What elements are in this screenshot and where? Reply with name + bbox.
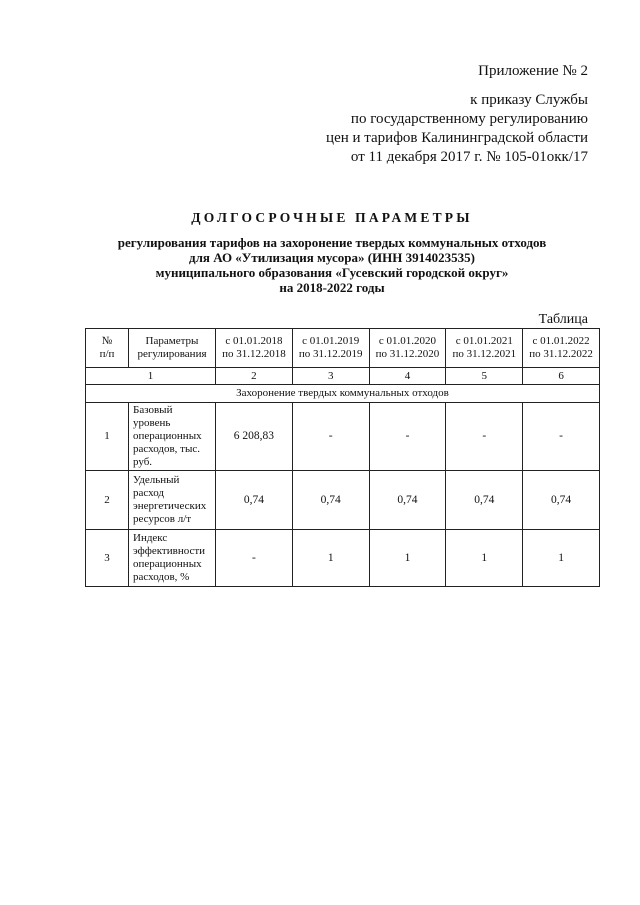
period-start: с 01.01.2019 [302,335,360,347]
parameters-table [85,328,600,587]
appendix-title: Приложение № 2 [478,63,588,79]
header-num-line: п/п [99,348,115,360]
row-value: 0,74 [523,471,600,530]
section-title: Захоронение твердых коммунальных отходов [86,385,600,403]
row-param-line: ресурсов л/т [133,513,192,525]
row-param-line: Базовый уровень [133,404,173,429]
section-row [86,385,600,403]
period-end: по 31.12.2021 [452,348,517,360]
appendix-line: от 11 декабря 2017 г. № 105-01окк/17 [350,149,588,165]
row-param-line: Удельный [133,474,180,486]
period-end: по 31.12.2018 [222,348,286,360]
row-value: 0,74 [446,471,523,530]
column-number: 2 [216,368,293,385]
row-value: 1 [369,530,446,587]
header-num-line: № [101,335,113,347]
column-number: 5 [446,368,523,385]
column-number: 6 [523,368,600,385]
table-row [86,403,600,471]
header-period-2022 [523,329,600,368]
row-value: 0,74 [369,471,446,530]
appendix-line: к приказу Службы [470,92,588,108]
period-start: с 01.01.2018 [225,335,283,347]
row-value: 0,74 [292,471,369,530]
row-value: 0,74 [216,471,293,530]
period-start: с 01.01.2020 [378,335,437,347]
header-param [129,329,216,368]
document-subtitle-line: для АО «Утилизация мусора» (ИНН 3914023535) [189,250,475,265]
document-title: ДОЛГОСРОЧНЫЕ ПАРАМЕТРЫ [191,210,473,225]
period-end: по 31.12.2019 [298,348,363,360]
row-param-line: расходов, тыс. [133,443,201,455]
appendix-block [288,62,588,167]
row-param-line: Индекс [133,532,168,544]
period-start: с 01.01.2021 [455,335,513,347]
row-param-name [129,471,216,530]
table-header-row [86,329,600,368]
header-period-2021 [446,329,523,368]
header-param-line: регулирования [137,348,207,360]
document-subtitle-line: на 2018-2022 годы [279,280,385,295]
document-heading [0,210,640,295]
appendix-line: цен и тарифов Калининградской области [326,130,588,146]
row-param-line: расход [133,487,164,499]
row-value: - [523,403,600,471]
table-row [86,471,600,530]
header-period-2018 [216,329,293,368]
column-number: 4 [369,368,446,385]
row-param-line: энергетических [133,500,207,512]
row-value: - [369,403,446,471]
table-caption: Таблица [538,312,588,327]
row-param-line: операционных [133,430,202,442]
row-value: 1 [292,530,369,587]
row-value: 6 208,83 [216,403,293,471]
header-period-2020 [369,329,446,368]
row-value: - [216,530,293,587]
period-end: по 31.12.2020 [375,348,440,360]
row-num: 1 [86,403,129,471]
row-value: - [446,403,523,471]
row-value: 1 [446,530,523,587]
row-num: 2 [86,471,129,530]
document-subtitle-line: регулирования тарифов на захоронение твердых коммунальных отходов [117,235,547,250]
period-end: по 31.12.2022 [529,348,593,360]
row-value: - [292,403,369,471]
row-param-line: расходов, % [133,571,190,583]
table-row [86,530,600,587]
row-param-name [129,530,216,587]
header-period-2019 [292,329,369,368]
column-number-row [86,368,600,385]
column-number: 3 [292,368,369,385]
appendix-line: по государственному регулированию [350,111,588,127]
header-param-line: Параметры [145,335,199,347]
row-param-name [129,403,216,471]
document-subtitle-line: муниципального образования «Гусевский городской округ» [155,265,509,280]
header-num [86,329,129,368]
row-num: 3 [86,530,129,587]
row-value: 1 [523,530,600,587]
row-param-line: эффективности [133,545,206,557]
period-start: с 01.01.2022 [532,335,590,347]
column-number: 1 [86,368,216,385]
row-param-line: операционных [133,558,202,570]
row-param-line: руб. [133,456,153,468]
